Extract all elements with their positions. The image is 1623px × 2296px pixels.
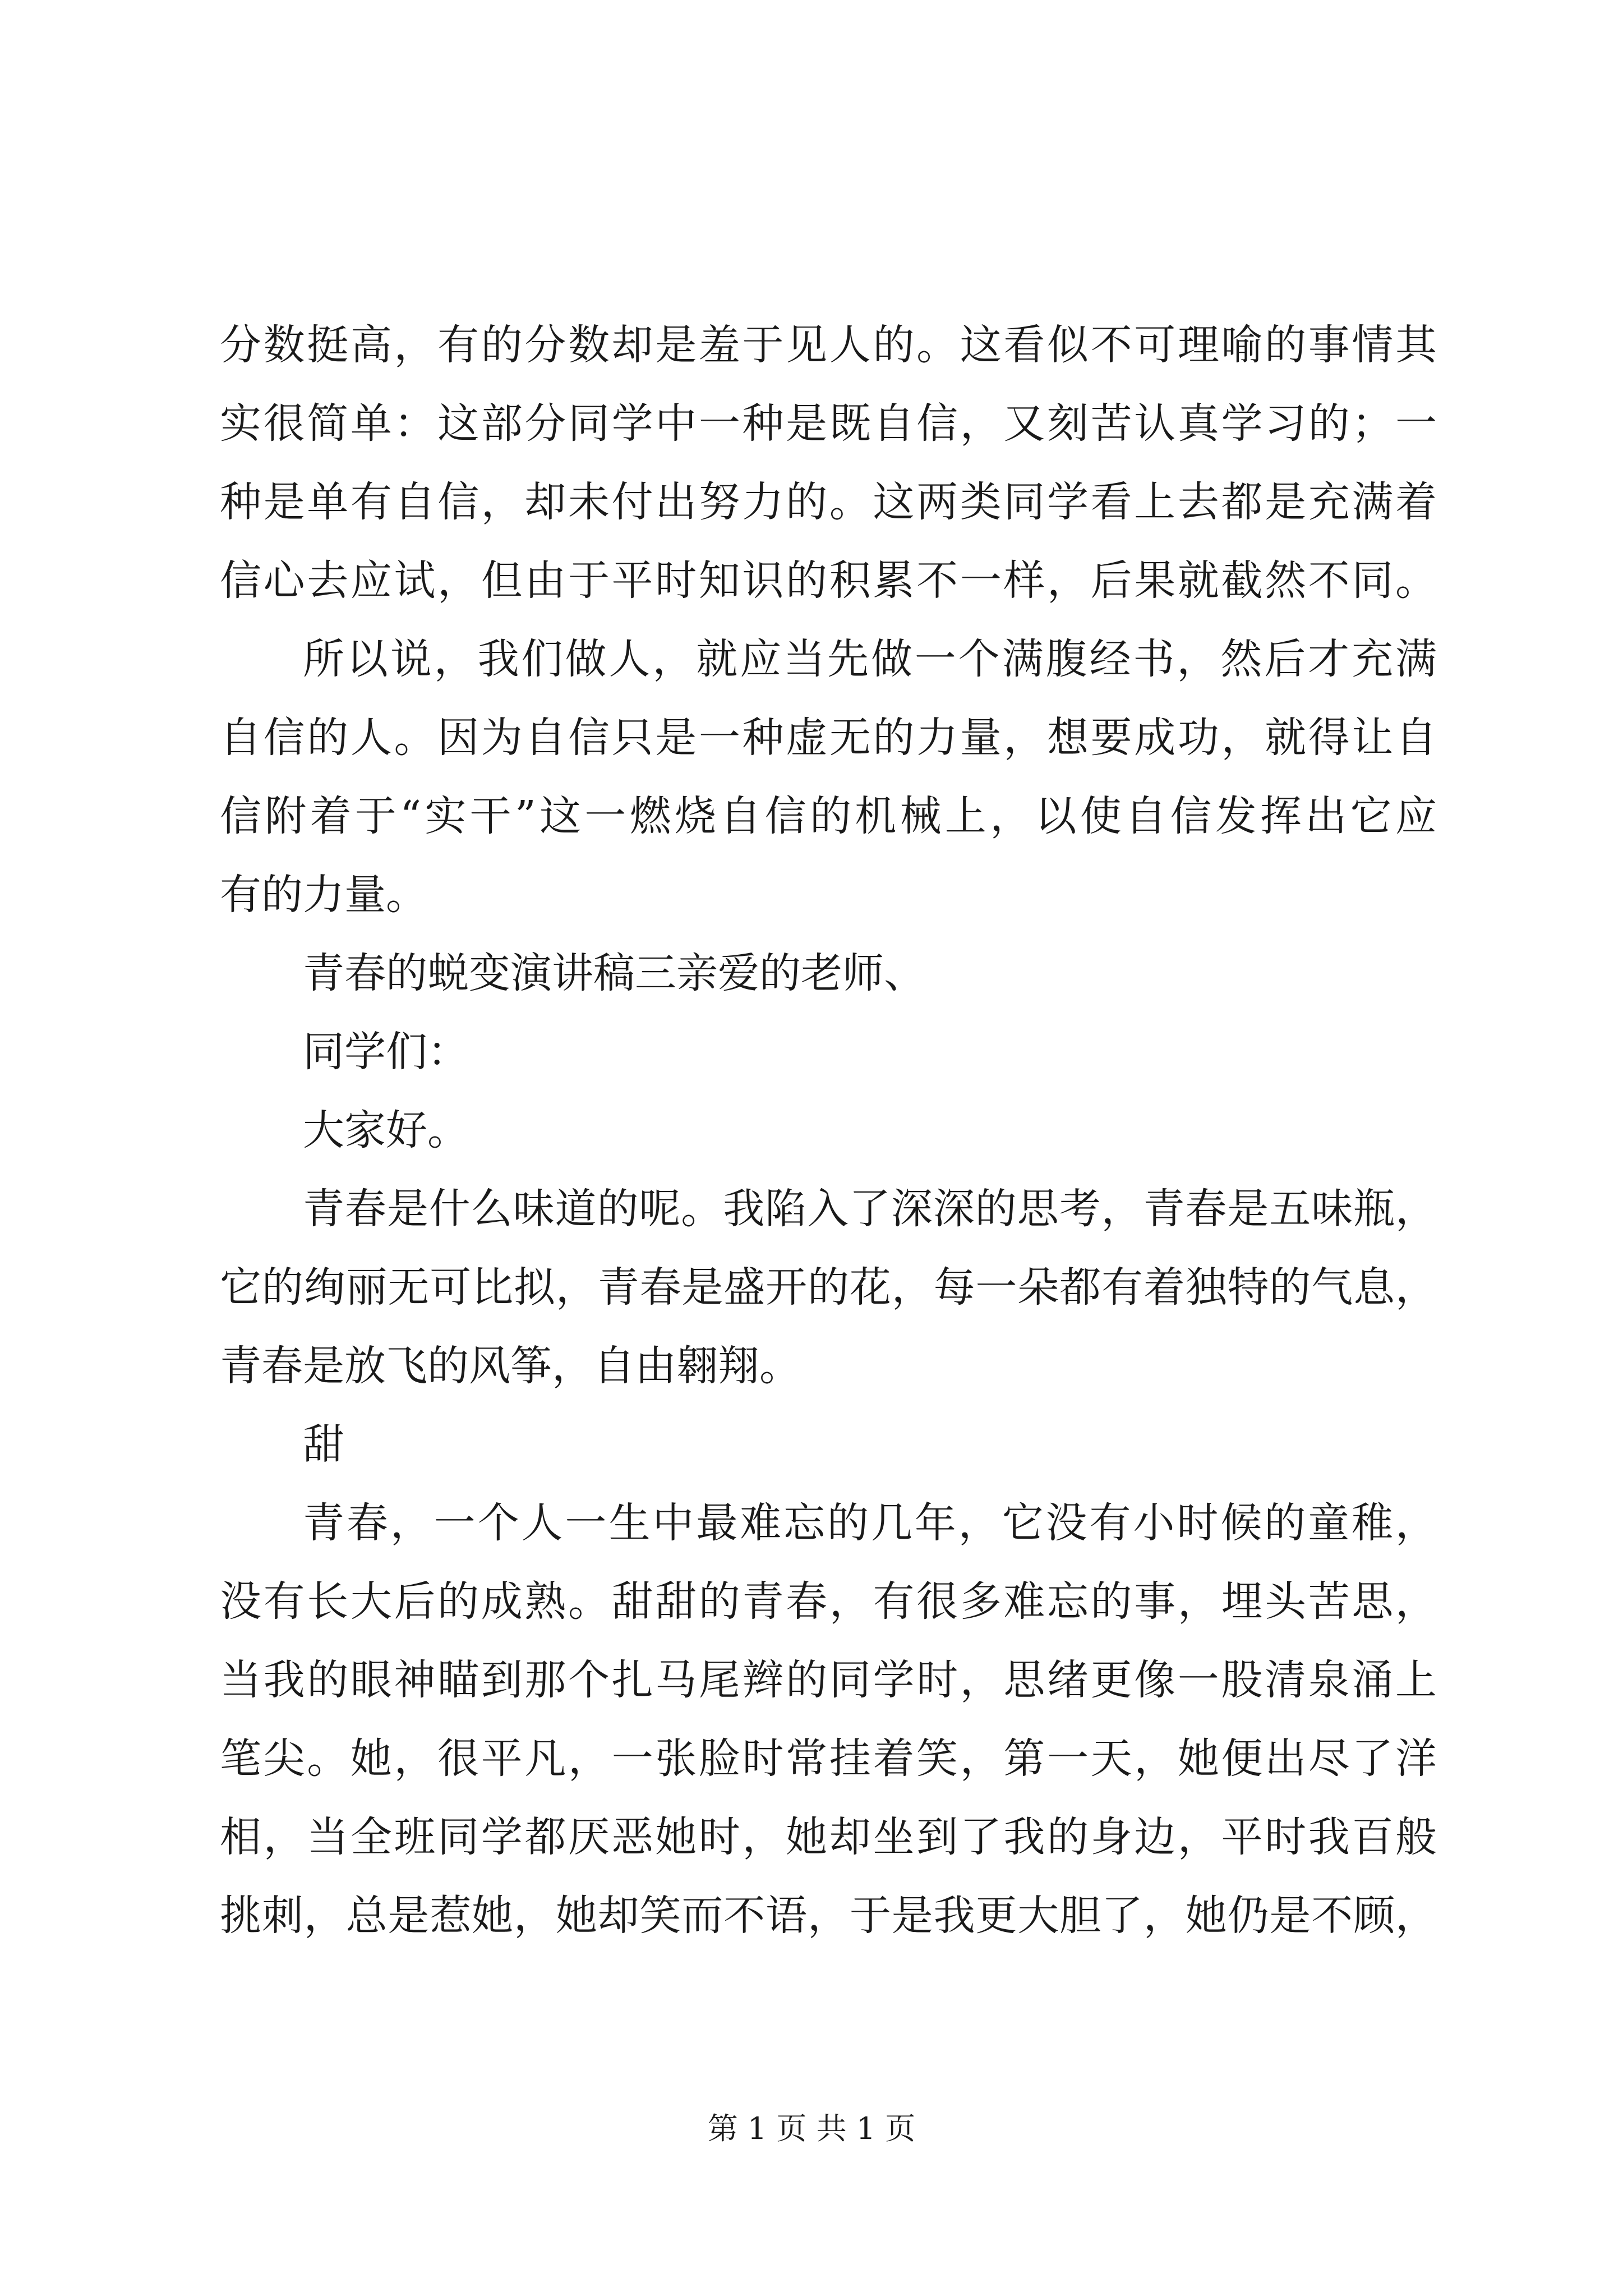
greeting: 大家好。	[303, 1106, 469, 1154]
text-line: 相，当全班同学都厌恶她时，她却坐到了我的身边，平时我百般	[220, 1813, 1437, 1861]
text-line: 笔尖。她，很平凡，一张脸时常挂着笑，第一天，她便出尽了洋	[220, 1734, 1437, 1783]
text-line: 有的力量。	[220, 871, 427, 919]
text-line: 青春是放飞的风筝，自由翱翔。	[220, 1342, 801, 1390]
page-number-footer: 第 1 页 共 1 页	[707, 2111, 916, 2146]
text-line: 信附着于“实干”这一燃烧自信的机械上，以使自信发挥出它应	[220, 792, 1437, 840]
text-line: 自信的人。因为自信只是一种虚无的力量，想要成功，就得让自	[220, 714, 1437, 762]
paragraph-first-line: 青春是什么味道的呢。我陷入了深深的思考，青春是五味瓶，	[303, 1185, 1437, 1233]
text-line: 实很简单：这部分同学中一种是既自信，又刻苦认真学习的；一	[220, 399, 1437, 448]
salutation: 同学们：	[303, 1028, 469, 1076]
text-line: 没有长大后的成熟。甜甜的青春，有很多难忘的事，埋头苦思，	[220, 1577, 1437, 1626]
text-line: 当我的眼神瞄到那个扎马尾辫的同学时，思绪更像一股清泉涌上	[220, 1656, 1437, 1704]
paragraph-first-line: 青春，一个人一生中最难忘的几年，它没有小时候的童稚，	[303, 1499, 1437, 1547]
text-line: 分数挺高，有的分数却是羞于见人的。这看似不可理喻的事情其	[220, 321, 1437, 369]
text-line: 种是单有自信，却未付出努力的。这两类同学看上去都是充满着	[220, 478, 1437, 526]
speech-title: 青春的蜕变演讲稿三亲爱的老师、	[303, 949, 925, 997]
text-line: 挑刺，总是惹她，她却笑而不语，于是我更大胆了，她仍是不顾，	[220, 1892, 1437, 1940]
text-line: 信心去应试，但由于平时知识的积累不一样，后果就截然不同。	[220, 556, 1437, 605]
paragraph-first-line: 所以说，我们做人，就应当先做一个满腹经书，然后才充满	[303, 635, 1437, 683]
text-line: 它的绚丽无可比拟，青春是盛开的花，每一朵都有着独特的气息，	[220, 1263, 1437, 1312]
section-heading: 甜	[303, 1420, 344, 1469]
